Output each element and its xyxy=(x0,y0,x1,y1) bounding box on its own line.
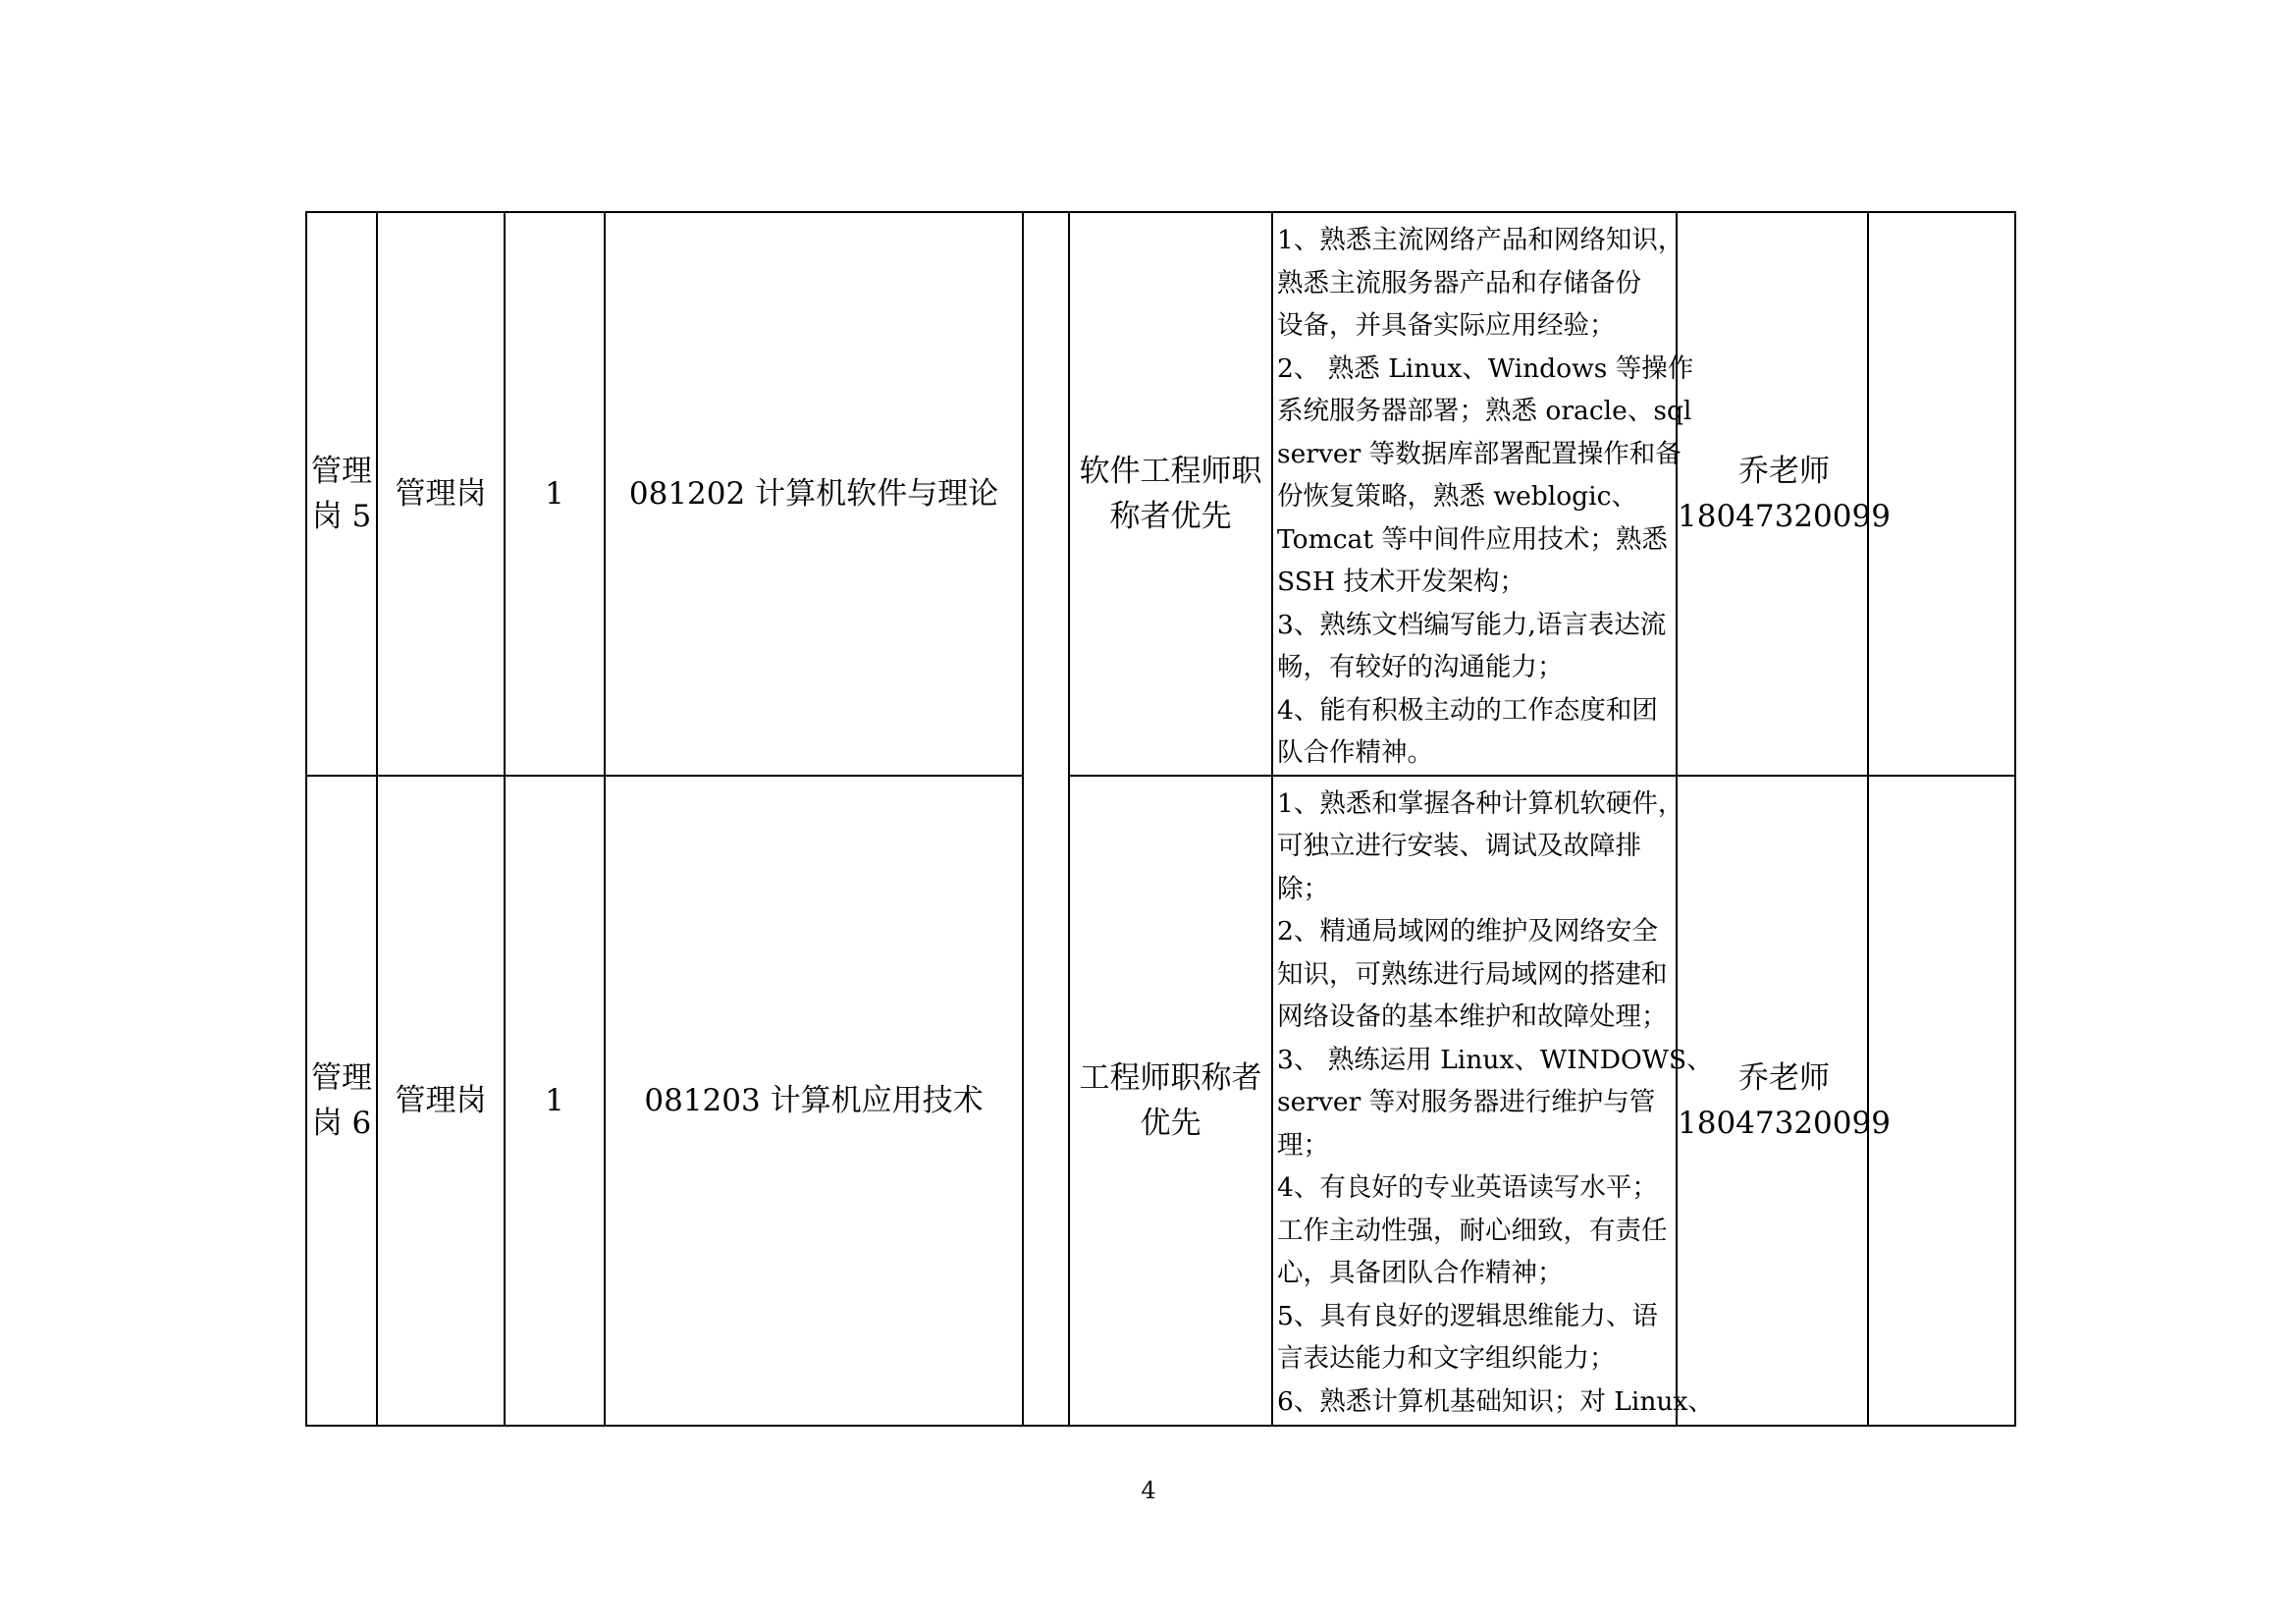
requirement-line: 4、有良好的专业英语读写水平； xyxy=(1277,1172,1658,1203)
position-category: 管理岗 xyxy=(395,475,487,512)
requirement-line: 1、熟悉主流网络产品和网络知识， xyxy=(1277,225,1684,255)
contact-name: 乔老师 xyxy=(1737,1059,1830,1096)
requirement-line: 网络设备的基本维护和故障处理； xyxy=(1277,1001,1668,1032)
major-cell xyxy=(605,212,1023,776)
requirement-line: 2、 熟悉 Linux、Windows 等操作 xyxy=(1277,352,1694,384)
merged-empty-cell xyxy=(1023,212,1069,1426)
contact-phone: 18047320099 xyxy=(1678,498,1891,534)
position-category: 管理岗 xyxy=(395,1082,487,1118)
requirement-line: Tomcat 等中间件应用技术；熟悉 xyxy=(1277,523,1668,555)
position-cell xyxy=(306,776,377,1426)
position-category-cell xyxy=(377,212,505,776)
title-preference-line-2: 称者优先 xyxy=(1109,498,1232,534)
requirement-line: 畅，有较好的沟通能力； xyxy=(1277,652,1564,682)
position-category-cell xyxy=(377,776,505,1426)
contact-phone: 18047320099 xyxy=(1678,1105,1891,1141)
position-name-line-1: 管理 xyxy=(311,453,372,489)
requirement-line: 6、熟悉计算机基础知识；对 Linux、 xyxy=(1277,1385,1714,1417)
position-name-line-1: 管理 xyxy=(311,1059,372,1096)
title-preference-cell xyxy=(1069,212,1272,776)
requirement-line: 可独立进行安装、调试及故障排 xyxy=(1277,831,1641,861)
contact-cell xyxy=(1677,776,1891,1426)
job-requirements-table xyxy=(305,211,2016,1427)
requirement-line: 2、精通局域网的维护及网络安全 xyxy=(1277,916,1658,947)
requirement-line: 4、能有积极主动的工作态度和团 xyxy=(1277,694,1658,726)
table-row xyxy=(306,212,2015,776)
requirement-line: 理； xyxy=(1277,1129,1329,1161)
position-name-line-2: 岗 5 xyxy=(311,498,372,534)
headcount-cell xyxy=(505,212,605,776)
title-preference-line-1: 软件工程师职 xyxy=(1079,453,1262,489)
major: 081203 计算机应用技术 xyxy=(644,1082,984,1118)
requirement-line: SSH 技术开发架构； xyxy=(1277,567,1525,597)
major: 081202 计算机软件与理论 xyxy=(628,475,999,512)
requirement-line: 熟悉主流服务器产品和存储备份 xyxy=(1277,267,1641,298)
headcount-cell xyxy=(505,776,605,1426)
requirement-line: 除； xyxy=(1277,873,1329,904)
position-cell xyxy=(306,212,377,776)
title-preference-cell xyxy=(1069,776,1272,1426)
contact-cell xyxy=(1677,212,1891,776)
page-number: 4 xyxy=(1141,1477,1156,1504)
requirements-cell xyxy=(1272,212,1694,776)
requirement-line: 系统服务器部署；熟悉 oracle、sql xyxy=(1277,396,1692,426)
requirement-line: 1、熟悉和掌握各种计算机软硬件， xyxy=(1277,787,1684,819)
requirement-line: server 等对服务器进行维护与管 xyxy=(1277,1087,1656,1117)
title-preference-line-2: 优先 xyxy=(1140,1105,1201,1141)
requirement-line: 份恢复策略，熟悉 weblogic、 xyxy=(1277,481,1637,512)
requirement-line: 言表达能力和文字组织能力； xyxy=(1277,1343,1616,1374)
table-row xyxy=(306,776,2015,1426)
requirement-line: 5、具有良好的逻辑思维能力、语 xyxy=(1277,1300,1658,1331)
requirements-cell xyxy=(1272,776,1714,1426)
requirement-line: 心，具备团队合作精神； xyxy=(1277,1258,1564,1288)
requirement-line: 3、熟练文档编写能力,语言表达流 xyxy=(1277,609,1667,640)
contact-name: 乔老师 xyxy=(1737,453,1830,489)
major-cell xyxy=(605,776,1023,1426)
requirement-line: 3、 熟练运用 Linux、WINDOWS、 xyxy=(1277,1044,1713,1075)
headcount: 1 xyxy=(545,1082,564,1118)
position-name-line-2: 岗 6 xyxy=(311,1105,372,1141)
requirement-line: 工作主动性强，耐心细致，有责任 xyxy=(1277,1215,1668,1246)
requirement-line: 设备，并具备实际应用经验； xyxy=(1277,310,1616,341)
requirement-line: server 等数据库部署配置操作和备 xyxy=(1277,438,1682,469)
headcount: 1 xyxy=(545,475,564,512)
requirement-line: 队合作精神。 xyxy=(1277,737,1433,768)
requirement-line: 知识，可熟练进行局域网的搭建和 xyxy=(1277,958,1668,990)
title-preference-line-1: 工程师职称者 xyxy=(1079,1059,1262,1096)
